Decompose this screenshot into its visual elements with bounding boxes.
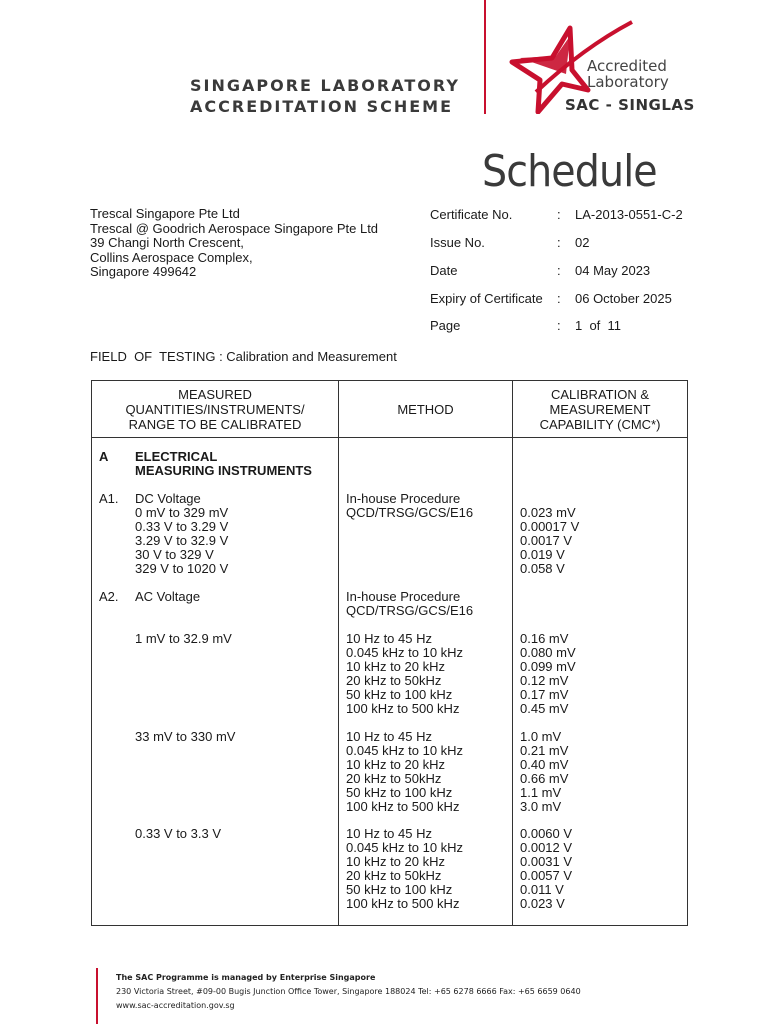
cmc-value: 0.45 mV — [520, 701, 569, 716]
meta-sep: : — [557, 291, 561, 306]
meta-certificate-value: LA-2013-0551-C-2 — [575, 207, 683, 222]
method-cell — [339, 438, 513, 926]
meta-expiry-label: Expiry of Certificate — [430, 291, 543, 306]
scheme-title-line1: SINGAPORE LABORATORY — [190, 76, 460, 95]
frequency-value: 20 kHz to 50kHz — [346, 771, 442, 786]
frequency-value: 10 Hz to 45 Hz — [346, 631, 432, 646]
field-value: : Calibration and Measurement — [215, 349, 397, 364]
logo-brand: SAC - SINGLAS — [565, 96, 695, 114]
frequency-value: 20 kHz to 50kHz — [346, 673, 442, 688]
meta-sep: : — [557, 318, 561, 333]
cmc-value: 0.00017 V — [520, 519, 580, 534]
frequency-value: 20 kHz to 50kHz — [346, 868, 442, 883]
column-header-method: METHOD — [339, 381, 513, 438]
meta-expiry-value: 06 October 2025 — [575, 291, 672, 306]
meta-date-label: Date — [430, 263, 458, 278]
meta-sep: : — [557, 263, 561, 278]
method-line: In-house Procedure — [346, 491, 461, 506]
cmc-value: 0.011 V — [520, 882, 564, 897]
range-value: 0.33 V to 3.29 V — [135, 519, 229, 534]
frequency-value: 10 kHz to 20 kHz — [346, 659, 445, 674]
meta-sep: : — [557, 235, 561, 250]
frequency-value: 10 Hz to 45 Hz — [346, 729, 432, 744]
footer-divider — [96, 968, 98, 1024]
frequency-value: 100 kHz to 500 kHz — [346, 799, 460, 814]
cmc-value: 0.019 V — [520, 547, 565, 562]
section-code: A — [99, 449, 109, 464]
cmc-value: 0.058 V — [520, 561, 565, 576]
frequency-value: 0.045 kHz to 10 kHz — [346, 743, 464, 758]
cmc-cell — [513, 438, 688, 926]
logo-laboratory: Laboratory — [587, 73, 669, 91]
frequency-value: 10 kHz to 20 kHz — [346, 757, 445, 772]
method-line: QCD/TRSG/GCS/E16 — [346, 505, 474, 520]
address-line: Trescal @ Goodrich Aerospace Singapore Pte Ltd — [90, 220, 379, 236]
item-name: AC Voltage — [135, 589, 201, 604]
range-value: 33 mV to 330 mV — [135, 729, 236, 744]
cmc-value: 0.12 mV — [520, 673, 569, 688]
item-name: DC Voltage — [135, 491, 201, 506]
cmc-value: 0.080 mV — [520, 645, 576, 660]
column-header-cmc: CALIBRATION & MEASUREMENT CAPABILITY (CMC*) — [513, 381, 688, 438]
address-line: 39 Changi North Crescent, — [90, 235, 244, 250]
item-code: A2. — [99, 589, 119, 604]
document-title: Schedule — [482, 146, 657, 197]
meta-page-label: Page — [430, 318, 461, 333]
table-body-row — [92, 438, 688, 926]
meta-page-value: 1 of 11 — [575, 318, 622, 333]
method-line: QCD/TRSG/GCS/E16 — [346, 603, 474, 618]
cmc-value: 0.0060 V — [520, 826, 573, 841]
section-subtitle: MEASURING INSTRUMENTS — [135, 463, 312, 478]
cmc-value: 0.40 mV — [520, 757, 569, 772]
range-value: 329 V to 1020 V — [135, 561, 229, 576]
meta-date-value: 04 May 2023 — [575, 263, 651, 278]
cmc-value: 0.66 mV — [520, 771, 569, 786]
header-divider — [484, 0, 486, 114]
scheme-title-line2: ACCREDITATION SCHEME — [190, 97, 454, 116]
address-line: Collins Aerospace Complex, — [90, 249, 253, 265]
meta-certificate-label: Certificate No. — [430, 207, 513, 222]
cmc-value: 1.1 mV — [520, 785, 562, 800]
cmc-value: 0.0017 V — [520, 533, 573, 548]
frequency-value: 10 Hz to 45 Hz — [346, 826, 432, 841]
range-value: 30 V to 329 V — [135, 547, 214, 562]
meta-issue-value: 02 — [575, 235, 590, 250]
footer-address: 230 Victoria Street, #09-00 Bugis Junction Office Tower, Singapore 188024 Tel: +65 6278 6666 Fax: +65 6659 0640 — [116, 987, 581, 996]
meta-issue-label: Issue No. — [430, 235, 485, 250]
cmc-value: 0.023 V — [520, 896, 565, 911]
frequency-value: 50 kHz to 100 kHz — [346, 785, 453, 800]
method-line: In-house Procedure — [346, 589, 461, 604]
lab-address — [90, 207, 378, 280]
cmc-value: 0.023 mV — [520, 505, 576, 520]
field-label: FIELD OF TESTING — [90, 349, 216, 364]
frequency-value: 100 kHz to 500 kHz — [346, 701, 460, 716]
meta-sep: : — [557, 207, 561, 222]
section-title: ELECTRICAL — [135, 449, 218, 464]
range-value: 1 mV to 32.9 mV — [135, 631, 232, 646]
cmc-value: 0.0031 V — [520, 854, 573, 869]
cmc-value: 0.16 mV — [520, 631, 569, 646]
field-of-testing — [90, 349, 397, 364]
footer-line1: The SAC Programme is managed by Enterprise Singapore — [116, 973, 376, 982]
range-value: 3.29 V to 32.9 V — [135, 533, 229, 548]
cmc-value: 0.21 mV — [520, 743, 569, 758]
frequency-value: 50 kHz to 100 kHz — [346, 687, 453, 702]
logo-accredited: Accredited — [587, 57, 667, 75]
frequency-value: 10 kHz to 20 kHz — [346, 854, 445, 869]
column-header-quantities: MEASURED QUANTITIES/INSTRUMENTS/ RANGE TO BE CALIBRATED — [92, 381, 339, 438]
frequency-value: 0.045 kHz to 10 kHz — [346, 645, 464, 660]
cmc-value: 0.0057 V — [520, 868, 573, 883]
cmc-value: 0.17 mV — [520, 687, 569, 702]
cmc-value: 1.0 mV — [520, 729, 562, 744]
range-value: 0 mV to 329 mV — [135, 505, 229, 520]
cmc-value: 0.0012 V — [520, 840, 573, 855]
table-header-row — [92, 381, 688, 438]
quantities-cell — [92, 438, 339, 926]
frequency-value: 50 kHz to 100 kHz — [346, 882, 453, 897]
footer-website-link[interactable]: www.sac-accreditation.gov.sg — [116, 1001, 235, 1010]
address-line: Trescal Singapore Pte Ltd — [90, 206, 240, 221]
cmc-value: 0.099 mV — [520, 659, 576, 674]
address-line: Singapore 499642 — [90, 264, 197, 279]
schedule-table — [91, 380, 688, 926]
frequency-value: 100 kHz to 500 kHz — [346, 896, 460, 911]
item-code: A1. — [99, 491, 119, 506]
frequency-value: 0.045 kHz to 10 kHz — [346, 840, 464, 855]
range-value: 0.33 V to 3.3 V — [135, 826, 222, 841]
cmc-value: 3.0 mV — [520, 799, 562, 814]
